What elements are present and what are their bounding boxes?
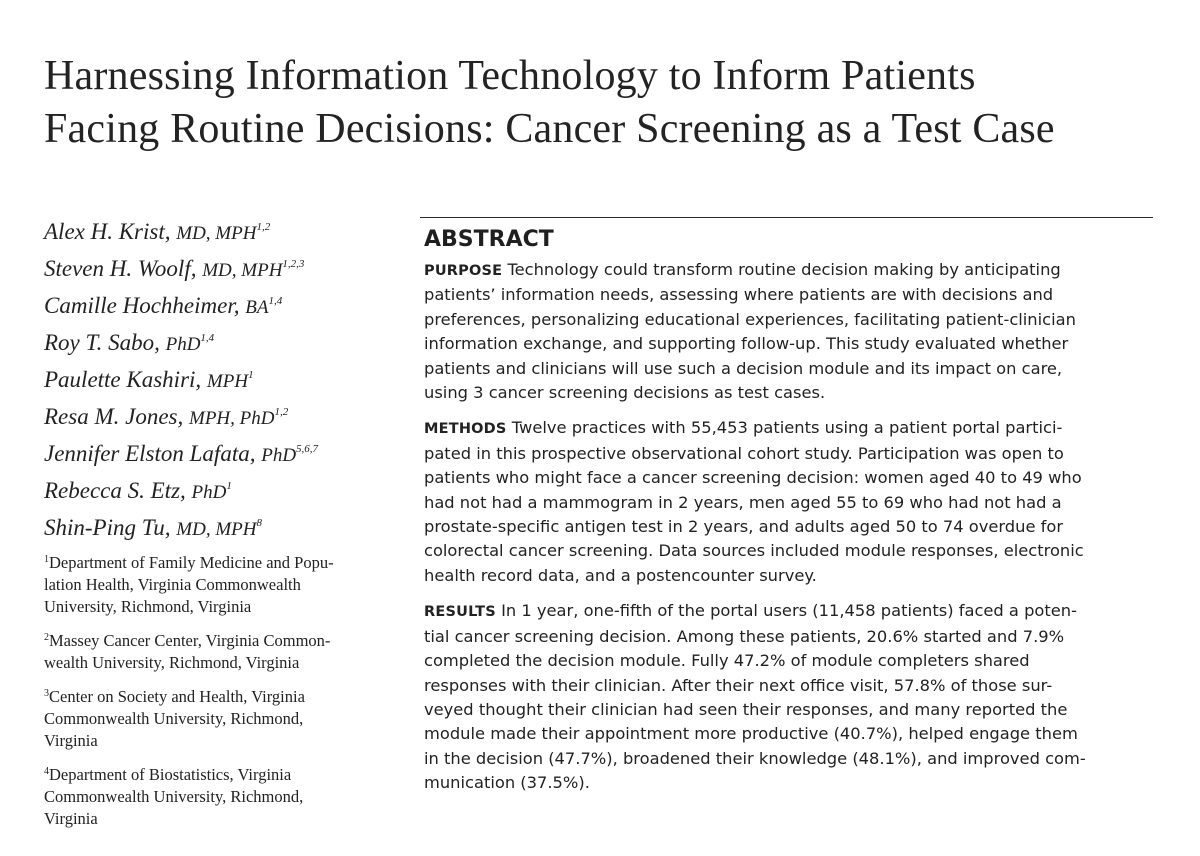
affiliation-line — [44, 683, 404, 708]
abstract-line — [424, 283, 1164, 307]
affiliation-text: Commonwealth University, Richmond, — [44, 787, 304, 806]
author-affiliation-marker: 1 — [226, 480, 232, 492]
abstract-text: patients who might face a cancer screening decision: women aged 40 to 49 who — [424, 468, 1082, 488]
abstract-line — [424, 698, 1164, 722]
abstract-section-methods — [424, 416, 1164, 588]
abstract-line — [424, 258, 1164, 283]
affiliation-number: 4 — [44, 766, 49, 777]
abstract-text: responses with their clinician. After their next office visit, 57.8% of those sur- — [424, 675, 1053, 695]
author-name: Resa M. Jones, — [44, 404, 184, 429]
author-credentials: MD, MPH — [176, 519, 257, 540]
author-affiliation-marker: 1,2 — [274, 406, 289, 418]
author-entry — [44, 471, 404, 508]
affiliation — [44, 549, 404, 618]
author-list — [44, 212, 404, 545]
abstract-text: Twelve practices with 55,453 patients using a patient portal partici- — [511, 418, 1063, 438]
abstract-line — [424, 416, 1164, 441]
affiliation-text: Center on Society and Health, Virginia — [49, 687, 305, 706]
abstract-line — [424, 674, 1164, 698]
author-name: Steven H. Woolf, — [44, 256, 197, 281]
author-credentials: MD, MPH — [202, 260, 283, 281]
abstract-text: prostate-specific antigen test in 2 years, and adults aged 50 to 74 overdue for — [424, 517, 1064, 537]
abstract-top-rule — [420, 217, 1153, 218]
abstract-section-results — [424, 599, 1164, 795]
section-label: RESULTS — [424, 604, 496, 621]
abstract-text: colorectal cancer screening. Data sources included module responses, electronic — [424, 541, 1084, 561]
author-name: Camille Hochheimer, — [44, 293, 240, 318]
author-column — [44, 212, 404, 839]
section-label: PURPOSE — [424, 263, 503, 279]
abstract-line — [424, 491, 1164, 515]
affiliation-line — [44, 549, 404, 574]
affiliation — [44, 761, 404, 830]
affiliation-line — [44, 574, 404, 596]
author-credentials: MD, MPH — [176, 223, 257, 244]
abstract-line — [424, 442, 1164, 466]
affiliation-text: Department of Biostatistics, Virginia — [49, 765, 292, 784]
abstract-text: pated in this prospective observational cohort study. Participation was open to — [424, 443, 1064, 463]
author-affiliation-marker: 1,4 — [200, 332, 215, 344]
affiliation-list — [44, 549, 404, 830]
affiliation-number: 3 — [44, 688, 49, 699]
abstract-line — [424, 381, 1164, 405]
affiliation — [44, 627, 404, 674]
author-affiliation-marker: 1,2,3 — [282, 258, 305, 270]
abstract-text: munication (37.5%). — [424, 773, 590, 793]
abstract-text: module made their appointment more productive (40.7%), helped engage them — [424, 724, 1078, 744]
author-name: Roy T. Sabo, — [44, 330, 160, 355]
abstract-text: in the decision (47.7%), broadened their knowledge (48.1%), and improved com- — [424, 748, 1086, 768]
abstract-text: patients’ information needs, assessing where patients are with decisions and — [424, 285, 1054, 305]
abstract-line — [424, 722, 1164, 746]
abstract-line — [424, 771, 1164, 795]
affiliation-number: 2 — [44, 632, 49, 643]
affiliation-text: Virginia — [44, 731, 98, 750]
affiliation-line — [44, 786, 404, 808]
author-affiliation-marker: 1 — [248, 369, 254, 381]
author-credentials: MPH, PhD — [189, 408, 275, 429]
abstract-line — [424, 466, 1164, 490]
abstract — [424, 225, 1164, 807]
affiliation-line — [44, 808, 404, 830]
abstract-text: health record data, and a postencounter survey. — [424, 565, 817, 585]
author-entry — [44, 212, 404, 249]
article-title — [44, 50, 1184, 156]
affiliation-line — [44, 596, 404, 618]
abstract-line — [424, 747, 1164, 771]
author-name: Shin-Ping Tu, — [44, 515, 171, 540]
affiliation-text: Department of Family Medicine and Popu- — [49, 553, 334, 572]
title-line: Facing Routine Decisions: Cancer Screening as a Test Case — [44, 106, 1055, 152]
author-name: Rebecca S. Etz, — [44, 478, 186, 503]
abstract-text: information exchange, and supporting follow-up. This study evaluated whether — [424, 334, 1069, 354]
affiliation-line — [44, 761, 404, 786]
author-credentials: MPH — [206, 371, 249, 392]
affiliation-line — [44, 627, 404, 652]
abstract-line — [424, 564, 1164, 588]
affiliation-text: Virginia — [44, 809, 98, 828]
author-entry — [44, 508, 404, 545]
abstract-text: In 1 year, one-fifth of the portal users (11,458 patients) faced a poten- — [501, 601, 1077, 621]
author-entry — [44, 360, 404, 397]
author-affiliation-marker: 1,2 — [256, 221, 271, 233]
abstract-line — [424, 357, 1164, 381]
abstract-line — [424, 649, 1164, 673]
abstract-section-purpose — [424, 258, 1164, 405]
abstract-sections — [424, 258, 1164, 796]
abstract-line — [424, 625, 1164, 649]
title-line: Harnessing Information Technology to Inform Patients — [44, 53, 976, 99]
abstract-line — [424, 599, 1164, 624]
affiliation-text: Massey Cancer Center, Virginia Common- — [49, 631, 331, 650]
abstract-text: using 3 cancer screening decisions as test cases. — [424, 383, 826, 403]
author-name: Jennifer Elston Lafata, — [44, 441, 256, 466]
abstract-line — [424, 515, 1164, 539]
abstract-text: preferences, personalizing educational experiences, facilitating patient-clinician — [424, 309, 1076, 329]
affiliation-text: University, Richmond, Virginia — [44, 597, 252, 616]
affiliation-text: Commonwealth University, Richmond, — [44, 709, 304, 728]
affiliation-text: lation Health, Virginia Commonwealth — [44, 575, 301, 594]
author-entry — [44, 434, 404, 471]
author-entry — [44, 286, 404, 323]
author-credentials: PhD — [191, 482, 227, 503]
abstract-text: completed the decision module. Fully 47.2% of module completers shared — [424, 651, 1030, 671]
abstract-heading: ABSTRACT — [424, 227, 554, 252]
abstract-text: Technology could transform routine decision making by anticipating — [507, 260, 1061, 279]
author-name: Paulette Kashiri, — [44, 367, 202, 392]
author-affiliation-marker: 5,6,7 — [296, 443, 319, 455]
abstract-text: patients and clinicians will use such a decision module and its impact on care, — [424, 358, 1063, 378]
abstract-line — [424, 332, 1164, 356]
author-credentials: PhD — [261, 445, 297, 466]
abstract-line — [424, 308, 1164, 332]
author-affiliation-marker: 8 — [256, 517, 262, 529]
author-entry — [44, 323, 404, 360]
abstract-text: had not had a mammogram in 2 years, men aged 55 to 69 who had not had a — [424, 492, 1062, 512]
author-affiliation-marker: 1,4 — [268, 295, 283, 307]
affiliation-text: wealth University, Richmond, Virginia — [44, 653, 300, 672]
author-credentials: PhD — [165, 334, 201, 355]
author-entry — [44, 249, 404, 286]
affiliation-number: 1 — [44, 554, 49, 565]
abstract-text: veyed thought their clinician had seen their responses, and many reported the — [424, 699, 1068, 719]
affiliation-line — [44, 708, 404, 730]
affiliation-line — [44, 730, 404, 752]
section-label: METHODS — [424, 421, 507, 438]
author-entry — [44, 397, 404, 434]
abstract-text: tial cancer screening decision. Among these patients, 20.6% started and 7.9% — [424, 626, 1065, 646]
affiliation-line — [44, 652, 404, 674]
abstract-line — [424, 539, 1164, 563]
affiliation — [44, 683, 404, 752]
author-name: Alex H. Krist, — [44, 219, 171, 244]
author-credentials: BA — [245, 297, 269, 318]
